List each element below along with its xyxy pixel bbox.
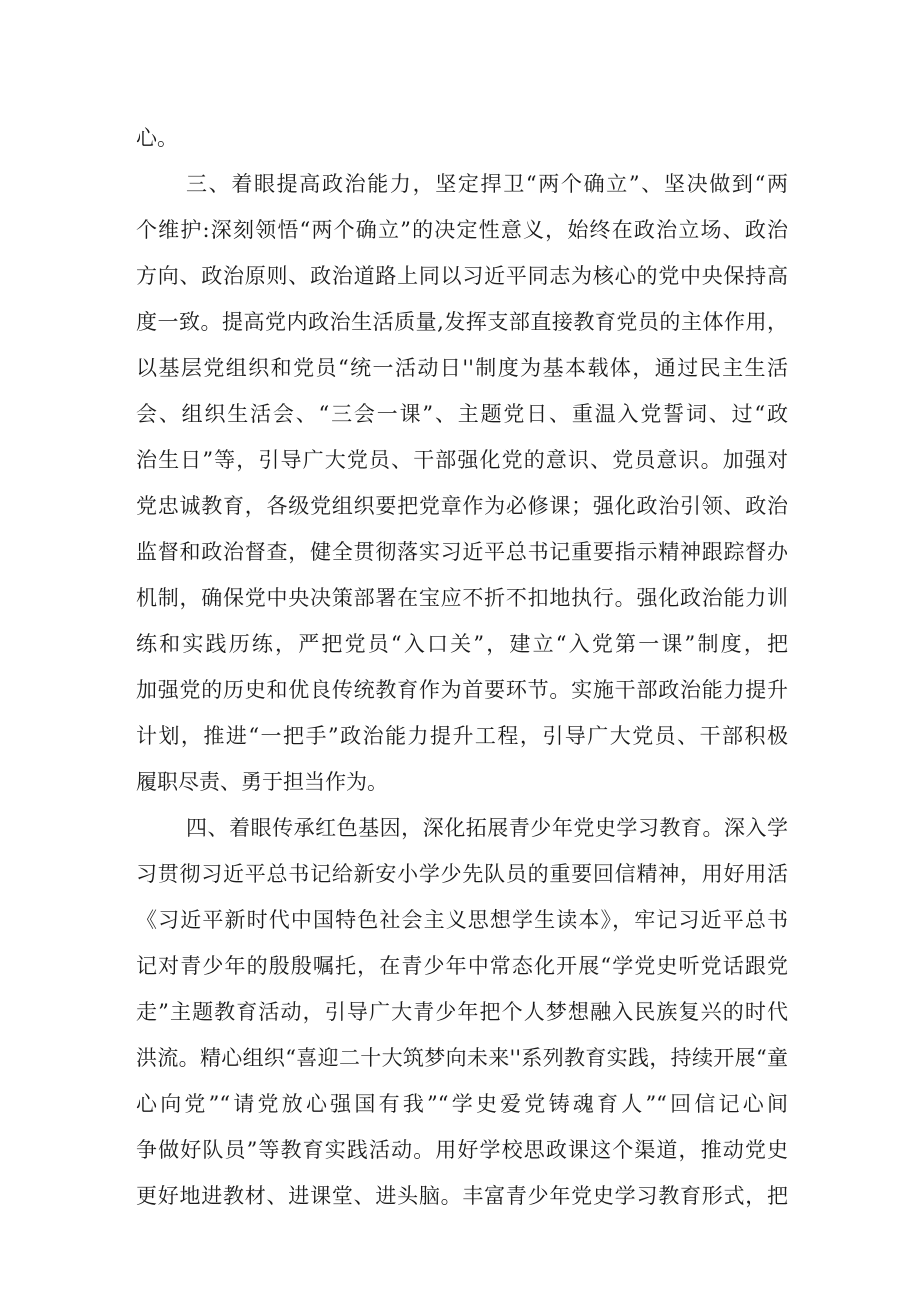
text-line: 洪流。精心组织“喜迎二十大筑梦向未来''系列教育实践，持续开展“童 [136,1046,788,1070]
text-line: 治生日”等，引导广大党员、干部强化党的意识、党员意识。加强对 [136,448,788,472]
text-line: 心向党”“请党放心强国有我”“学史爱党铸魂育人”“回信记心间 [136,1092,788,1116]
text-line: 方向、政治原则、政治道路上同以习近平同志为核心的党中央保持高 [136,264,788,288]
text-line: 练和实践历练，严把党员“入口关”，建立“入党第一课”制度，把 [136,632,788,656]
text-line: 加强党的历史和优良传统教育作为首要环节。实施干部政治能力提升 [136,678,788,702]
text-line: 党忠诚教育，各级党组织要把党章作为必修课；强化政治引领、政治 [136,494,788,518]
text-line: 习贯彻习近平总书记给新安小学少先队员的重要回信精神，用好用活 [136,862,788,886]
text-line: 四、着眼传承红色基因，深化拓展青少年党史学习教育。深入学 [186,816,788,840]
text-line: 走”主题教育活动，引导广大青少年把个人梦想融入民族复兴的时代 [136,1000,788,1024]
text-line: 《习近平新时代中国特色社会主义思想学生读本》，牢记习近平总书 [136,908,788,932]
text-line: 记对青少年的殷殷嘱托，在青少年中常态化开展“学党史听党话跟党 [136,954,788,978]
text-line: 履职尽责、勇于担当作为。 [136,770,388,794]
text-line: 三、着眼提高政治能力，坚定捍卫“两个确立”、坚决做到“两 [186,172,788,196]
text-line: 心。 [136,126,178,150]
text-line: 机制，确保党中央决策部署在宝应不折不扣地执行。强化政治能力训 [136,586,788,610]
text-line: 以基层党组织和党员“统一活动日''制度为基本载体，通过民主生活 [136,356,788,380]
text-line: 监督和政治督查，健全贯彻落实习近平总书记重要指示精神跟踪督办 [136,540,788,564]
text-line: 度一致。提高党内政治生活质量,发挥支部直接教育党员的主体作用， [136,310,788,334]
text-line: 争做好队员”等教育实践活动。用好学校思政课这个渠道，推动党史 [136,1138,788,1162]
text-line: 计划，推进“一把手”政治能力提升工程，引导广大党员、干部积极 [136,724,788,748]
text-line: 更好地进教材、进课堂、进头脑。丰富青少年党史学习教育形式，把 [136,1184,788,1208]
text-line: 会、组织生活会、“三会一课”、主题党日、重温入党誓词、过“政 [136,402,788,426]
text-line: 个维护:深刻领悟“两个确立”的决定性意义，始终在政治立场、政治 [136,218,788,242]
